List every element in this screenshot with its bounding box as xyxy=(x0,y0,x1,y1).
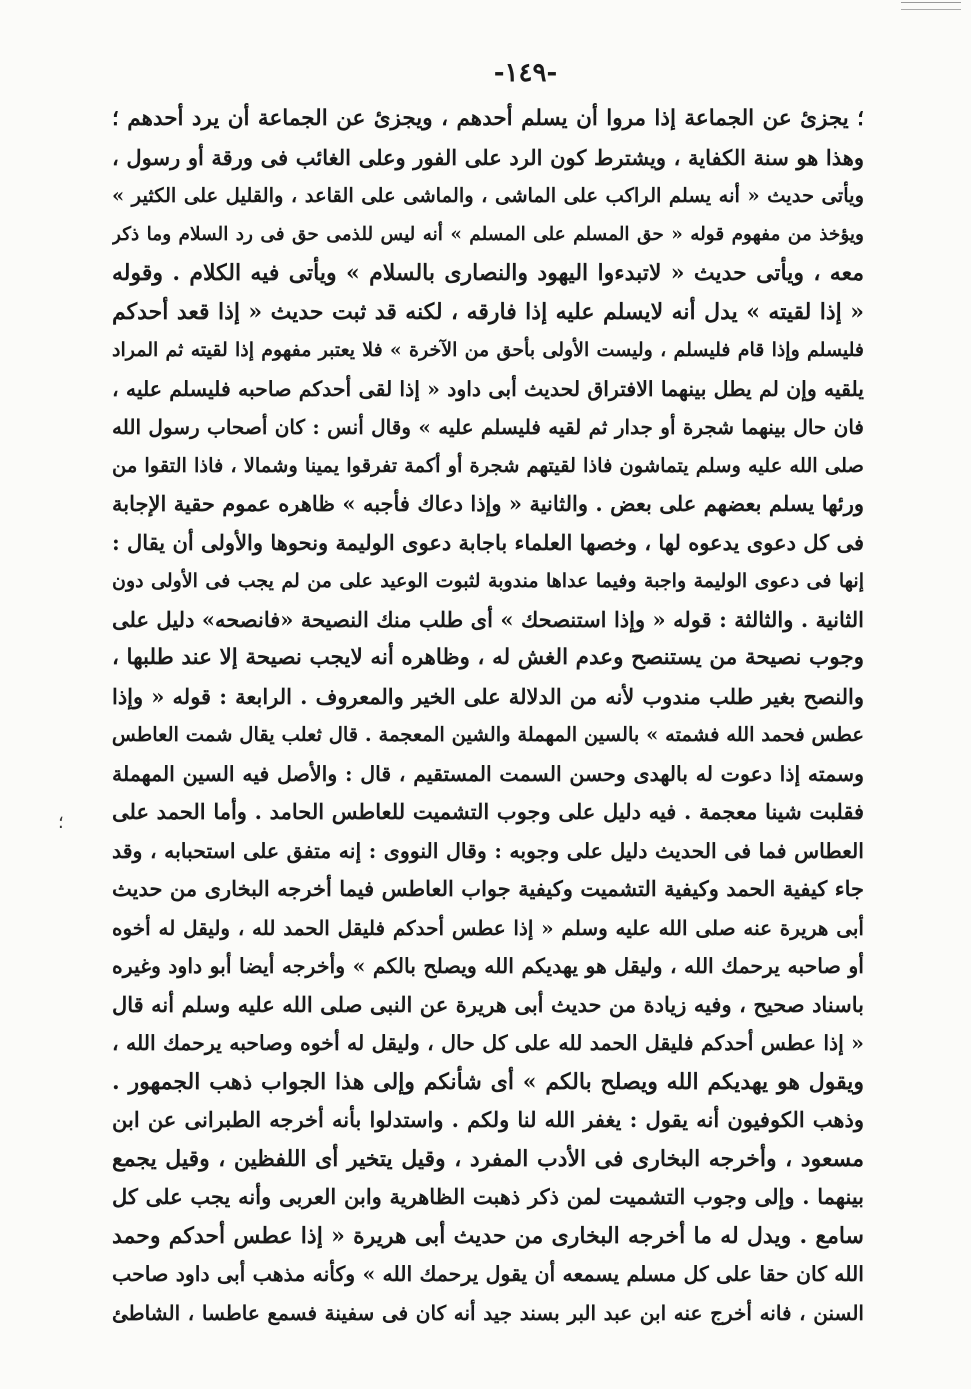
corner-rule xyxy=(901,2,961,15)
text-line: فى كل دعوى يدعوه لها ، وخصها العلماء باجابة دعوى الوليمة ونحوها والأولى أن يقال : xyxy=(112,529,864,555)
text-line: والنصح بغير طلب مندوب لأنه من الدلالة على الخير والمعروف . الرابعة : قوله « وإذا xyxy=(112,683,864,709)
text-line: ورئها يسلم بعضهم على بعض . والثانية « وإذا دعاك فأجبه » ظاهره عموم حقية الإجابة xyxy=(112,491,864,516)
text-line: « إذا لقيته » يدل أنه لايسلم عليه إذا فارقه ، لكنه قد ثبت حديث « إذا قعد أحدكم xyxy=(112,298,864,325)
text-line: سامع . ويدل له ما أخرجه البخارى من حديث أبى هريرة « إذا عطس أحدكم وحمد xyxy=(112,1222,864,1249)
text-line: يلقيه وإن لم يطل بينهما الافتراق لحديث أبى داود « إذا لقى أحدكم صاحبه فليسلم عليه ، xyxy=(112,376,864,401)
text-line: فليسلم وإذا قام فليسلم ، وليست الأولى بأحق من الآخرة » فلا يعتبر مفهوم إذا لقيته ثم المراد xyxy=(112,339,864,361)
text-line: وجوب نصيحة من يستنصح وعدم الغش له ، وظاهره أنه لايجب نصيحة إلا عند طلبها ، xyxy=(112,645,864,670)
text-line: فقلبت شينا معجمة . فيه دليل على وجوب التشميت للعاطس الحامد . وأما الحمد على xyxy=(112,799,864,824)
text-line: صلى الله عليه وسلم يتماشون فاذا لقيتهم شجرة أو أكمة تفرقوا يمينا وشمالا ، فاذا التقوا من xyxy=(112,453,864,477)
text-line: ويأتى حديث « أنه يسلم الراكب على الماشى ، والماشى على القاعد ، والقليل على الكثير » xyxy=(112,184,864,207)
text-line: أبى هريرة عنه صلى الله عليه وسلم « إذا عطس أحدكم فليقل الحمد لله ، وليقل له أخوه xyxy=(112,915,864,940)
text-line: ؛ يجزئ عن الجماعة إذا مروا أن يسلم أحدهم ، ويجزئ عن الجماعة أن يرد أحدهم ؛ xyxy=(112,106,864,131)
text-line: الله كان حقا على كل مسلم يسمعه أن يقول يرحمك الله » وكأنه مذهب أبى داود صاحب xyxy=(112,1262,864,1286)
text-line: جاء كيفية الحمد وكيفية التشميت وكيفية جواب العاطس فيما أخرجه البخارى من حديث xyxy=(112,876,864,901)
text-line: إنها فى دعوى الوليمة واجبة وفيما عداها مندوبة لثبوت الوعيد على من لم يجب فى الأولى دون xyxy=(112,570,864,592)
text-line: عطس فحمد الله فشمته » بالسين المهملة والشين المعجمة . قال ثعلب يقال شمت العاطس xyxy=(112,723,864,746)
text-line: الثانية . والثالثة : قوله « وإذا استنصحك » أى طلب منك النصيحة «فانصحه» دليل على xyxy=(112,606,864,632)
text-line: « إذا عطس أحدكم فليقل الحمد لله على كل حال ، وليقل له أخوه وصاحبه يرحمك الله ، xyxy=(112,1031,864,1055)
text-line: السنن ، فانه أخرج عنه ابن عبد البر بسند جيد أنه كان فى سفينة فسمع عاطسا ، الشاطئ xyxy=(112,1300,864,1325)
text-line: وسمته إذا دعوت له بالهدى وحسن السمت المستقيم ، قال : والأصل فيه السين المهملة xyxy=(112,761,864,786)
text-line: باسناد صحيح ، وفيه زيادة من حديث أبى هريرة عن النبى صلى الله عليه وسلم أنه قال xyxy=(112,991,864,1017)
text-line: مسعود ، وأخرجه البخارى فى الأدب المفرد ، وقيل يتخير أى اللفظين ، وقيل يجمع xyxy=(112,1145,864,1172)
body-text xyxy=(112,100,864,1332)
text-line: فان حال بينهما شجرة أو جدار ثم لقيه فليسلم عليه » وقال أنس : كان أصحاب رسول الله xyxy=(112,415,864,439)
text-line: بينهما . وإلى وجوب التشميت لمن ذكر ذهبت الظاهرية وابن العربى وأنه يجب على كل xyxy=(112,1184,864,1209)
page-number: -١٤٩- xyxy=(493,58,558,88)
text-line: ويقول هو يهديكم الله ويصلح بالكم » أى شأنكم وإلى هذا الجواب ذهب الجمهور . xyxy=(112,1068,864,1095)
margin-annotation: ؛ xyxy=(58,812,64,833)
text-line: العطاس فما فى الحديث دليل على وجوبه : وقال النووى : إنه متفق على استحبابه ، وقد xyxy=(112,838,864,863)
text-line: معه ، ويأتى حديث « لاتبدءوا اليهود والنصارى بالسلام » ويأتى فيه الكلام . وقوله xyxy=(112,260,864,286)
text-line: وذهب الكوفيون أنه يقول : يغفر الله لنا ولكم . واستدلوا بأنه أخرجه الطبرانى عن ابن xyxy=(112,1107,864,1132)
text-line: أو صاحبه يرحمك الله ، وليقل هو يهديكم الله ويصلح بالكم » وأخرجه أيضا أبو داود وغيره xyxy=(112,954,864,978)
text-line: وهذا هو سنة الكفاية ، ويشترط كون الرد على الفور وعلى الغائب فى ورقة أو رسول ، xyxy=(112,144,864,170)
text-line: ويؤخذ من مفهوم قوله « حق المسلم على المسلم » أنه ليس للذمى حق فى رد السلام وما ذكر xyxy=(112,223,864,245)
